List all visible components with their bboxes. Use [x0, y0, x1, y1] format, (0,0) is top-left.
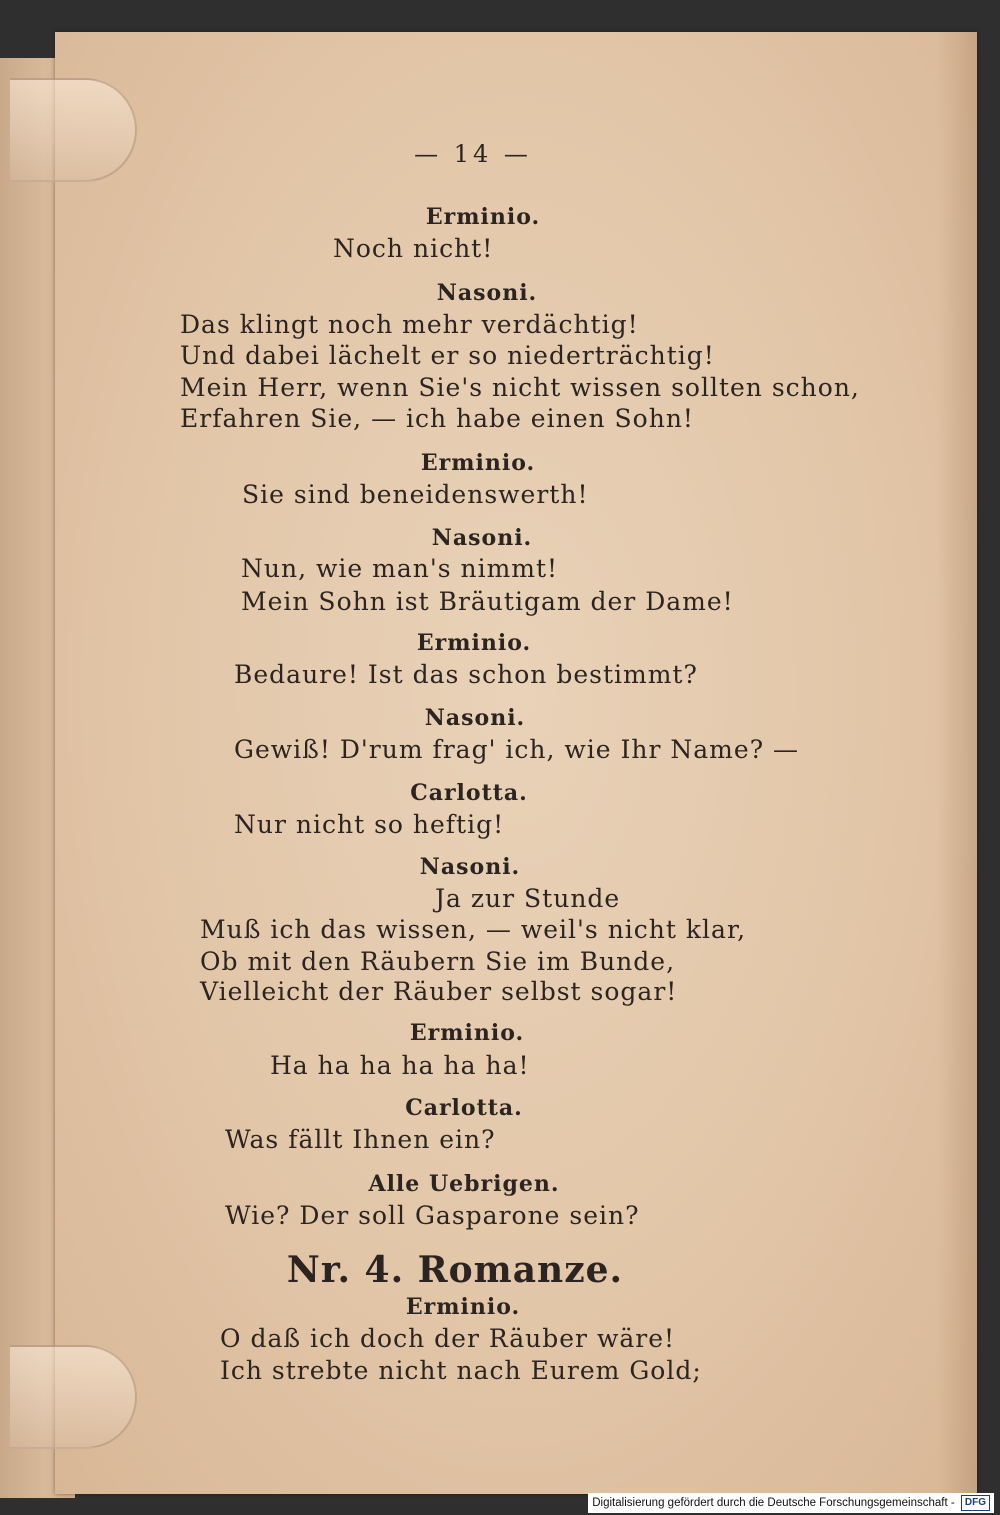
- dfg-logo-icon: DFG: [961, 1495, 990, 1511]
- speaker-label: Nasoni.: [419, 854, 521, 880]
- credit-text: Digitalisierung gefördert durch die Deutsche Forschungsgemeinschaft -: [592, 1497, 955, 1509]
- verse-line: Mein Herr, wenn Sie's nicht wissen sollten schon,: [180, 373, 860, 402]
- verse-line: O daß ich doch der Räuber wäre!: [220, 1324, 676, 1353]
- section-heading: Nr. 4. Romanze.: [286, 1249, 624, 1291]
- speaker-label: Nasoni.: [431, 525, 533, 551]
- book-page: [55, 32, 977, 1494]
- speaker-label: Erminio.: [425, 204, 541, 230]
- verse-line: Mein Sohn ist Bräutigam der Dame!: [241, 587, 734, 616]
- verse-line: Vielleicht der Räuber selbst sogar!: [200, 977, 678, 1006]
- speaker-label: Nasoni.: [424, 705, 526, 731]
- verse-line: Bedaure! Ist das schon bestimmt?: [234, 660, 698, 689]
- verse-line: Sie sind beneidenswerth!: [242, 480, 589, 509]
- verse-line: Nun, wie man's nimmt!: [241, 554, 559, 583]
- digitization-credit: [588, 1493, 994, 1513]
- verse-line: Nur nicht so heftig!: [234, 810, 505, 839]
- verse-line: Muß ich das wissen, — weil's nicht klar,: [200, 915, 747, 944]
- speaker-label: Nasoni.: [436, 280, 538, 306]
- verse-line: Noch nicht!: [333, 234, 494, 263]
- binder-clip-bottom: [10, 1345, 137, 1449]
- verse-line: Ja zur Stunde: [435, 884, 621, 913]
- speaker-label: Erminio.: [409, 1020, 525, 1046]
- speaker-label: Carlotta.: [410, 780, 528, 806]
- verse-line: Was fällt Ihnen ein?: [225, 1125, 496, 1154]
- speaker-label: Carlotta.: [405, 1095, 523, 1121]
- verse-line: Erfahren Sie, — ich habe einen Sohn!: [180, 404, 694, 433]
- verse-line: Das klingt noch mehr verdächtig!: [180, 310, 639, 339]
- page-number: — 14 —: [414, 140, 532, 168]
- verse-line: Und dabei lächelt er so niederträchtig!: [180, 341, 715, 370]
- speaker-label: Erminio.: [416, 630, 532, 656]
- verse-line: Ha ha ha ha ha ha!: [270, 1051, 530, 1080]
- speaker-label: Alle Uebrigen.: [368, 1171, 560, 1197]
- page-text: [55, 32, 977, 1494]
- binder-clip-top: [10, 78, 137, 182]
- verse-line: Gewiß! D'rum frag' ich, wie Ihr Name? —: [234, 735, 800, 764]
- speaker-label: Erminio.: [420, 450, 536, 476]
- verse-line: Wie? Der soll Gasparone sein?: [225, 1201, 640, 1230]
- verse-line: Ich strebte nicht nach Eurem Gold;: [220, 1356, 702, 1385]
- verse-line: Ob mit den Räubern Sie im Bunde,: [200, 947, 676, 976]
- speaker-label: Erminio.: [405, 1294, 521, 1320]
